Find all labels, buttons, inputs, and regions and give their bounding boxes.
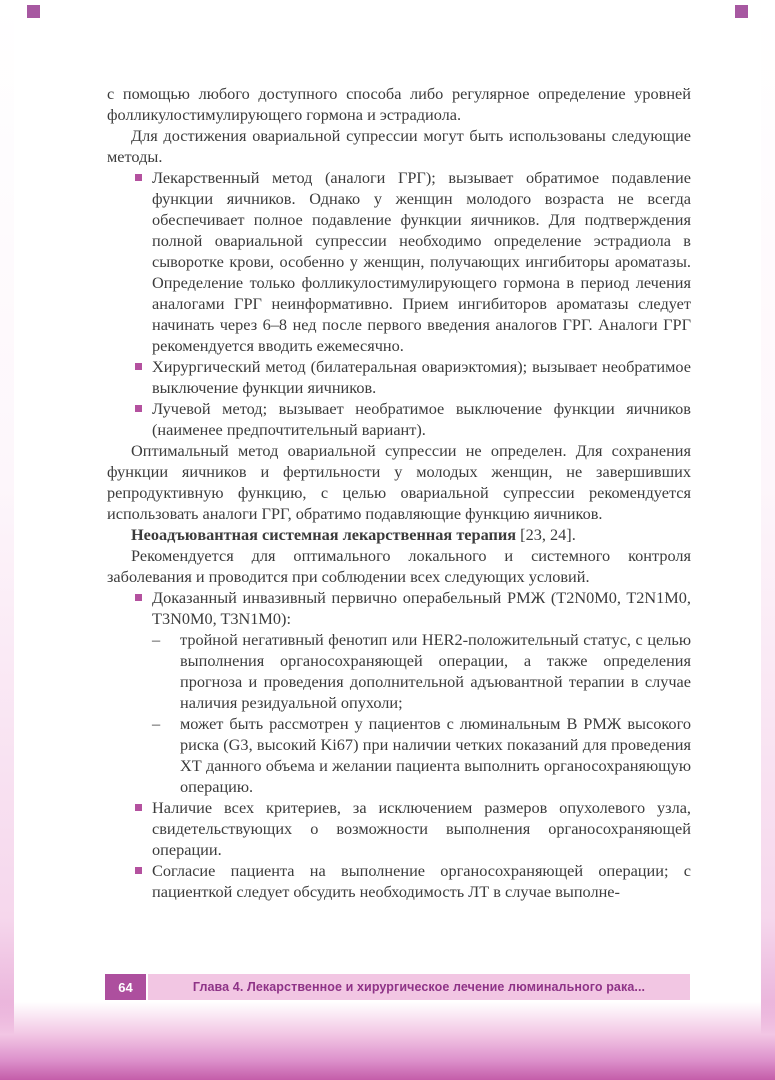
bottom-gradient: [0, 1002, 775, 1080]
sub-item-text: тройной негативный фенотип или HER2-положительный статус, с целью выполнения органосохраняющей операции, а также определения прогноза и проведения дополнительной адъювантной терапии в случае наличия резидуальной опухоли;: [180, 630, 691, 712]
heading-bold-text: Неоадъювантная системная лекарственная терапия: [131, 525, 517, 544]
bullet-square-icon: [135, 804, 142, 811]
heading-citation: [23, 24].: [516, 525, 576, 544]
bullet-square-icon: [135, 174, 142, 181]
page-number-badge: 64: [105, 974, 146, 1000]
sub-item: [152, 629, 691, 713]
list-item: [107, 797, 691, 860]
bullet-square-icon: [135, 867, 142, 874]
para-optimal: Оптимальный метод овариальной супрессии не определен. Для сохранения функции яичников и фертильности у молодых женщин, не завершивших репродуктивную функцию, с целью овариальной супрессии рекомендуется использовать аналоги ГРГ, обратимо подавляющие функцию яичников.: [107, 441, 691, 523]
sub-item-text: может быть рассмотрен у пациентов с люминальным В РМЖ высокого риска (G3, высокий Ki67) при наличии четких показаний для проведения ХТ данного объема и желании пациента выполнить органосохраняющую операцию.: [180, 714, 691, 796]
bullet-square-icon: [135, 405, 142, 412]
list-item-text: Согласие пациента на выполнение органосохраняющей операции; с пациенткой следует обсудить необходимость ЛТ в случае выполне-: [152, 861, 691, 901]
para-recommend: Рекомендуется для оптимального локального и системного контроля заболевания и проводится при соблюдении всех следующих условий.: [107, 546, 691, 586]
list-item-text: Доказанный инвазивный первично операбельный РМЖ (T2N0M0, T2N1M0, T3N0M0, T3N1M0):: [152, 588, 691, 628]
list-item: [107, 356, 691, 398]
page-content: [107, 83, 691, 902]
corner-mark-right-icon: [735, 5, 748, 18]
dash-marker: –: [152, 630, 161, 649]
para-methods: Для достижения овариальной супрессии могут быть использованы следующие методы.: [107, 126, 691, 166]
sub-item: [152, 713, 691, 797]
list-ovarian-methods: [107, 167, 691, 440]
bullet-square-icon: [135, 594, 142, 601]
chapter-title-bar: Глава 4. Лекарственное и хирургическое лечение люминального рака...: [148, 974, 690, 1000]
list-item: [107, 398, 691, 440]
left-edge-gradient: [0, 0, 14, 1080]
para-intro: с помощью любого доступного способа либо регулярное определение уровней фолликулостимулирующего гормона и эстрадиола.: [107, 84, 691, 124]
page-footer: [105, 974, 690, 1000]
bullet-square-icon: [135, 363, 142, 370]
right-edge-gradient: [761, 0, 775, 1080]
list-item: [107, 860, 691, 902]
corner-mark-left-icon: [27, 5, 40, 18]
list-item-text: Лекарственный метод (аналоги ГРГ); вызывает обратимое подавление функции яичников. Однако у женщин молодого возраста не всегда обеспечивает полное подавление функции яичников. Для подтверждения полной овариальной супрессии необходимо определение эстрадиола в сыворотке крови, особенно у женщин, получающих ингибиторы ароматазы. Определение только фолликулостимулирующего гормона в период лечения аналогами ГРГ неинформативно. Прием ингибиторов ароматазы следует начинать через 6–8 нед после первого введения аналогов ГРГ. Аналоги ГРГ рекомендуется вводить ежемесячно.: [152, 168, 691, 355]
list-item-text: Лучевой метод; вызывает необратимое выключение функции яичников (наименее предпочтительный вариант).: [152, 399, 691, 439]
dash-marker: –: [152, 714, 161, 733]
list-item-text: Наличие всех критериев, за исключением размеров опухолевого узла, свидетельствующих о возможности выполнения органосохраняющей операции.: [152, 798, 691, 859]
list-criteria: [107, 587, 691, 902]
heading-neoadjuvant: [107, 524, 691, 545]
list-item: [107, 167, 691, 356]
list-item-text: Хирургический метод (билатеральная овариэктомия); вызывает необратимое выключение функции яичников.: [152, 357, 691, 397]
list-item: [107, 587, 691, 797]
